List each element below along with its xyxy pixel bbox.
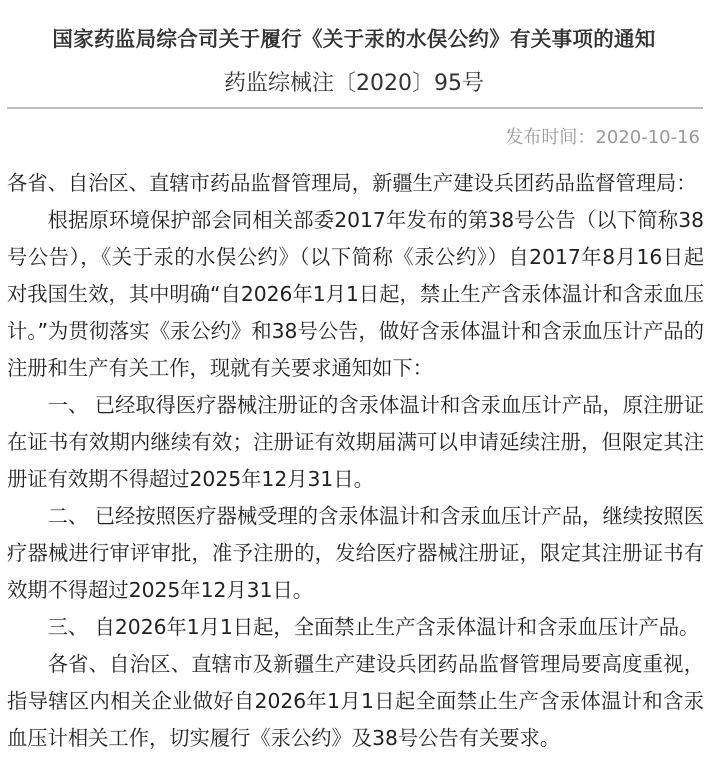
paragraph-intro: 根据原环境保护部会同相关部委2017年发布的第38号公告（以下简称38号公告），《关于汞的水俣公约》（以下简称《汞公约》）自2017年8月16日起对我国生效，其中明确“自2026年1月1日起，禁止生产含汞体温计和含汞血压计。”为贯彻落实《汞公约》和38号公告，做好含汞体温计和含汞血压计产品的注册和生产有关工作，现就有关要求通知如下：	[7, 208, 704, 380]
document-number: 药监综械注〔2020〕95号	[224, 71, 484, 96]
paragraph-item-3: 三、 自2026年1月1日起，全面禁止生产含汞体温计和含汞血压计产品。	[47, 615, 700, 639]
salutation: 各省、自治区、直辖市药品监督管理局，新疆生产建设兵团药品监督管理局：	[7, 171, 697, 195]
paragraph-item-1: 一、 已经取得医疗器械注册证的含汞体温计和含汞血压计产品，原注册证在证书有效期内继续有效；注册证有效期届满可以申请延续注册，但限定其注册证有效期不得超过2025年12月31日。	[7, 393, 704, 491]
document-title: 国家药监局综合司关于履行《关于汞的水俣公约》有关事项的通知	[52, 27, 656, 51]
paragraph-closing: 各省、自治区、直辖市及新疆生产建设兵团药品监督管理局要高度重视，指导辖区内相关企业做好自2026年1月1日起全面禁止生产含汞体温计和含汞血压计相关工作，切实履行《汞公约》及38号公告有关要求。	[7, 652, 704, 750]
paragraph-item-2: 二、 已经按照医疗器械受理的含汞体温计和含汞血压计产品，继续按照医疗器械进行审评审批，准予注册的，发给医疗器械注册证，限定其注册证书有效期不得超过2025年12月31日。	[7, 504, 704, 602]
document-body	[7, 165, 704, 757]
divider	[7, 107, 703, 109]
publish-date: 发布时间：2020-10-16	[505, 127, 700, 148]
